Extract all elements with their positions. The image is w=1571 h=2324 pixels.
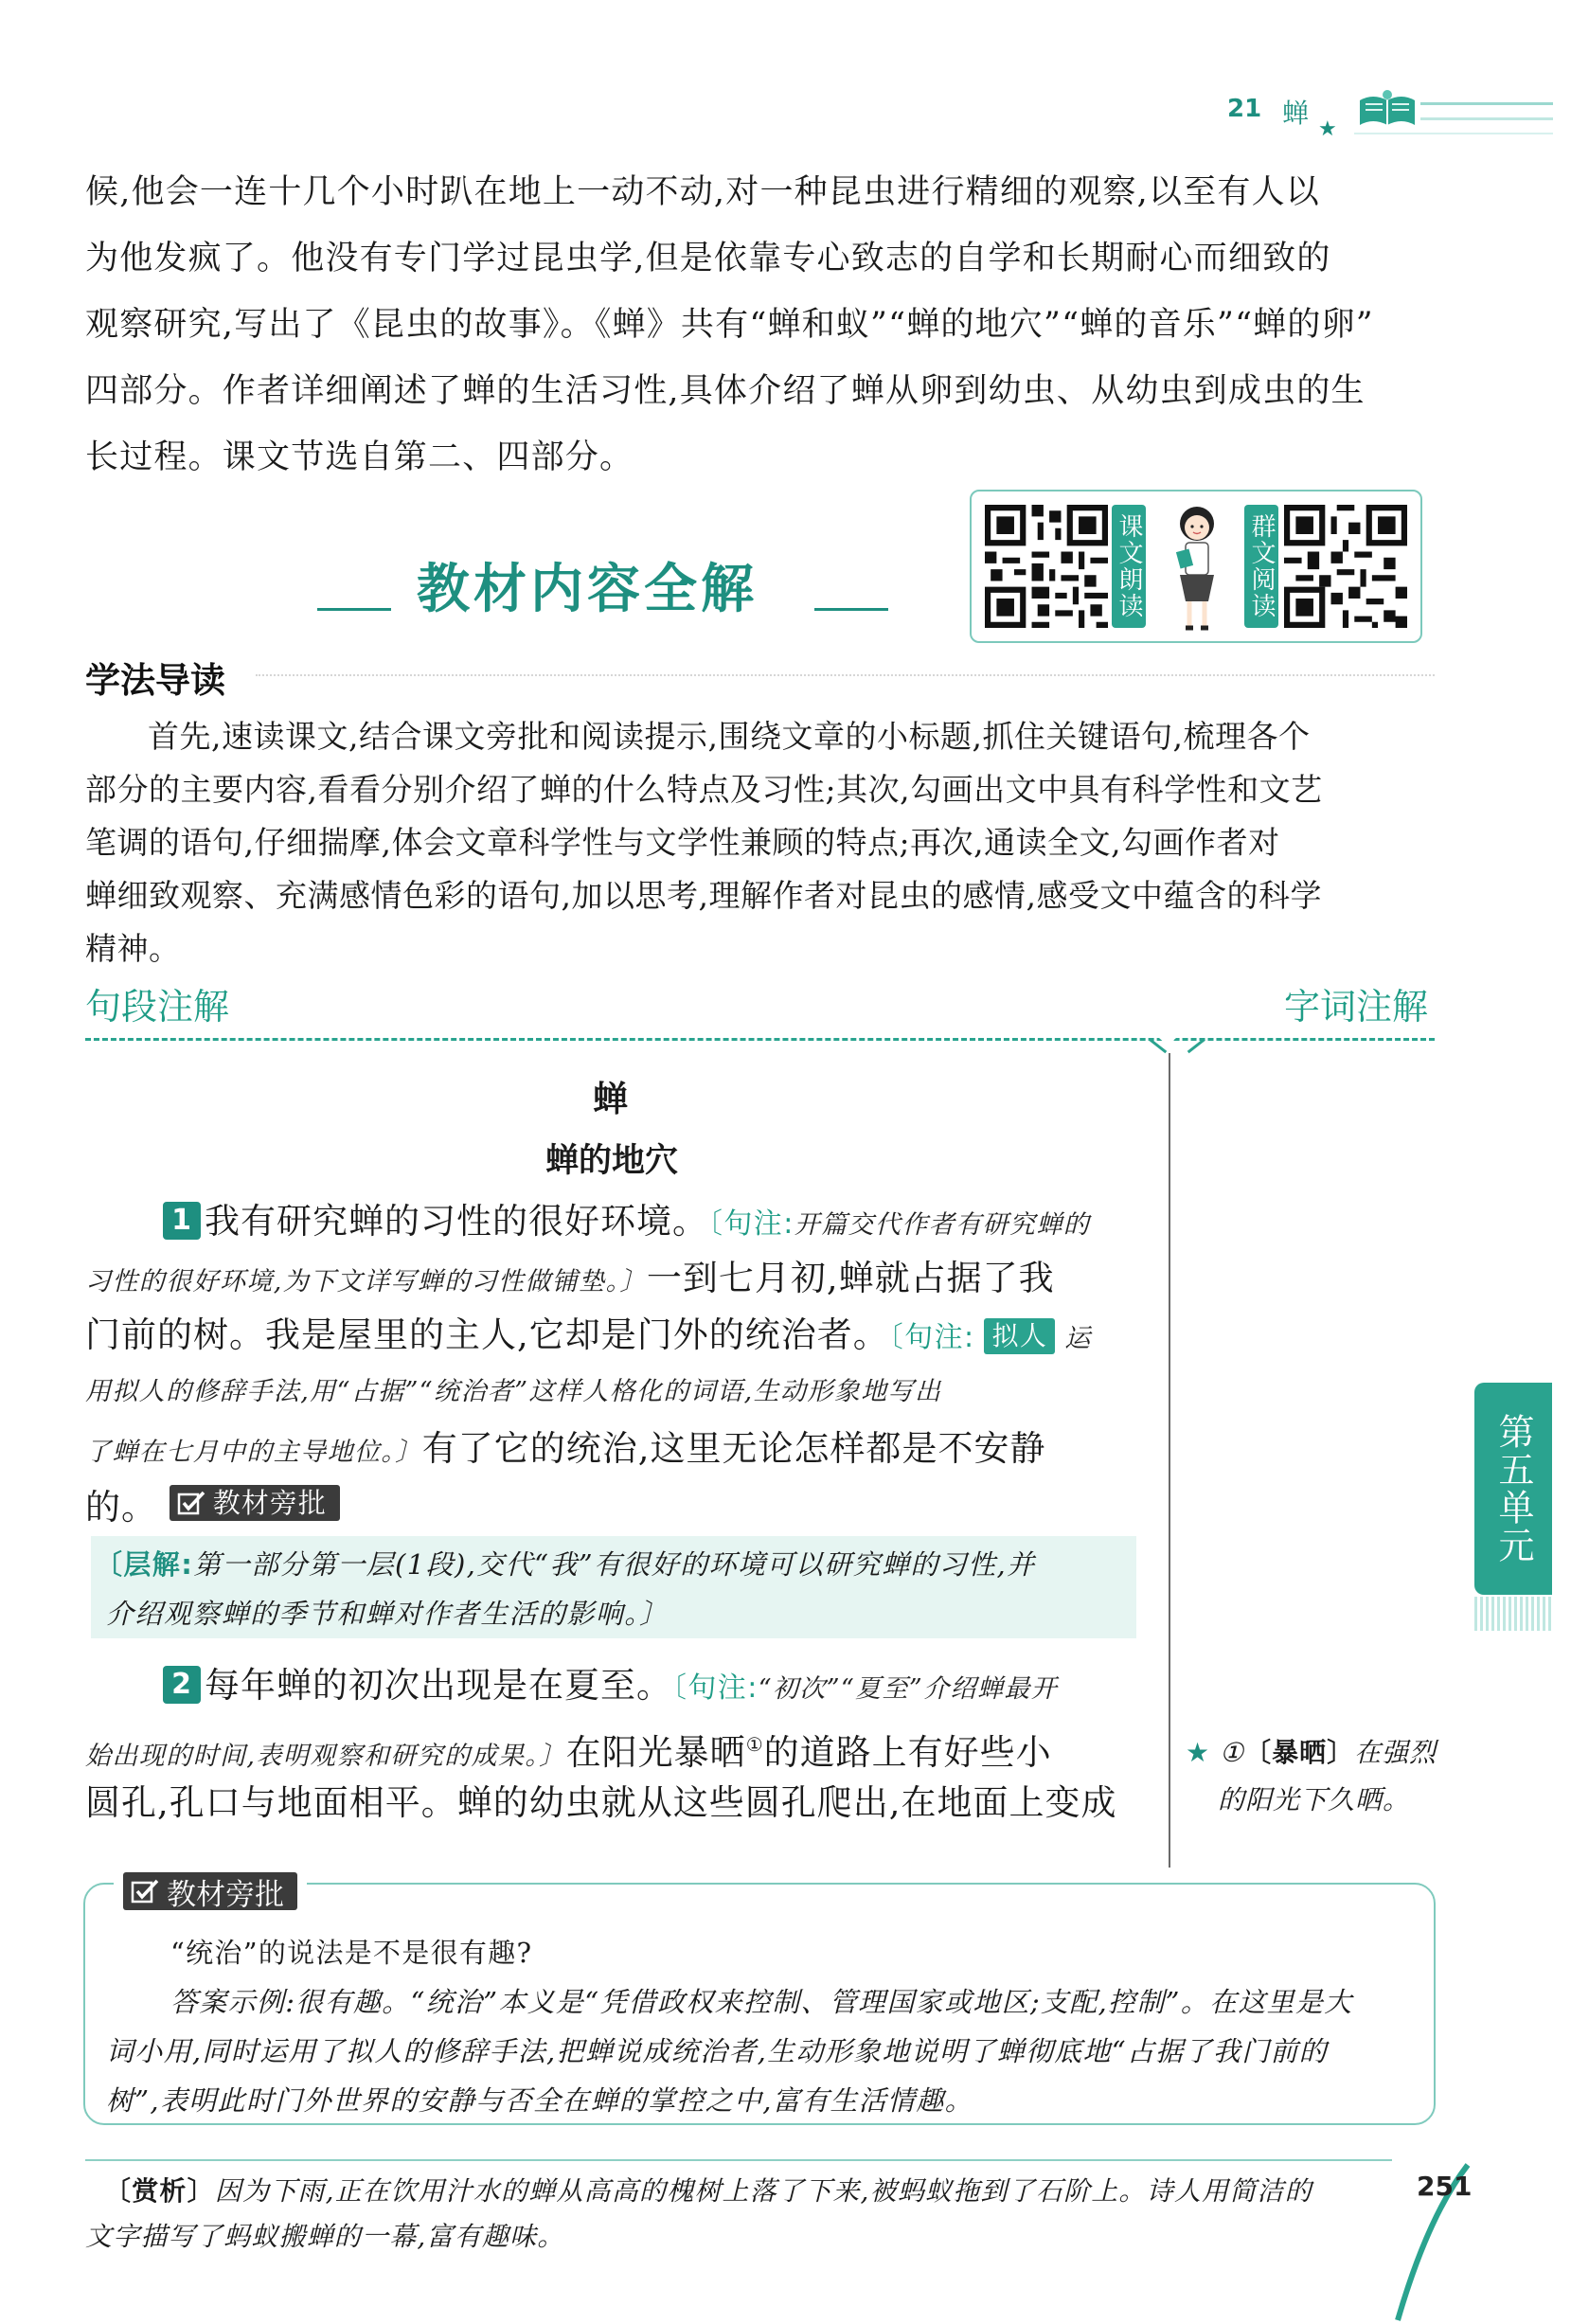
girl-reading-illustration xyxy=(1161,497,1233,635)
qr-code-icon[interactable] xyxy=(1284,505,1407,628)
header-rule xyxy=(1354,133,1553,134)
term: 〔暴晒〕 xyxy=(1244,1737,1355,1768)
guide-line: 笔调的语句,仔细揣摩,体会文章科学性与文学性兼顾的特点;再次,通读全文,勾画作者对 xyxy=(85,824,1280,861)
guide-title: 学法导读 xyxy=(85,660,225,701)
text: 在阳光暴晒 xyxy=(565,1732,746,1773)
unit-tab-hatch xyxy=(1474,1597,1552,1631)
footer-line xyxy=(104,2169,1312,2214)
text: 的。 xyxy=(85,1487,157,1528)
text: 有了它的统治,这里无论怎样都是不安静 xyxy=(421,1428,1046,1469)
chapter-number: 21 xyxy=(1227,95,1262,123)
note-number: ① xyxy=(1220,1737,1245,1768)
header-rule xyxy=(1420,102,1553,105)
article-title: 蝉 xyxy=(593,1079,628,1119)
qr-label-group-reading: 群文阅读 xyxy=(1244,505,1278,628)
footer-line: 文字描写了蚂蚁搬蝉的一幕,富有趣味。 xyxy=(85,2221,565,2252)
note-text: 在强烈 xyxy=(1354,1737,1437,1768)
intro-line: 长过程。课文节选自第二、四部分。 xyxy=(85,438,634,476)
note-text: 运 xyxy=(1064,1324,1092,1353)
badge-label: 教材旁批 xyxy=(212,1487,327,1519)
footer-label: 〔赏析〕 xyxy=(104,2175,215,2207)
section-title: 教材内容全解 xyxy=(417,559,758,620)
footer-rule xyxy=(85,2159,1392,2161)
word-notes-label: 字词注解 xyxy=(1284,986,1429,1028)
badge-label: 教材旁批 xyxy=(167,1877,284,1912)
paragraph-number: 1 xyxy=(163,1202,201,1240)
text: 每年蝉的初次出现是在夏至。 xyxy=(205,1665,672,1706)
margin-note-badge[interactable] xyxy=(123,1872,297,1910)
paragraph-line xyxy=(163,1657,1058,1718)
guide-line: 首先,速读课文,结合课文旁批和阅读提示,围绕文章的小标题,抓住关键语句,梳理各个 xyxy=(148,718,1311,755)
rhetoric-tag: 拟人 xyxy=(984,1318,1055,1354)
open-book-icon xyxy=(1354,87,1420,131)
qr-code-icon[interactable] xyxy=(985,505,1108,628)
star-icon: ★ xyxy=(1186,1737,1211,1768)
note-text: 开篇交代作者有研究蝉的 xyxy=(794,1210,1091,1240)
note-text: 始出现的时间,表明观察和研究的成果。〕 xyxy=(85,1742,566,1771)
text: 门前的树。我是屋里的主人,它却是门外的统治者。 xyxy=(85,1314,889,1355)
note-text: 了蝉在七月中的主导地位。〕 xyxy=(85,1438,422,1467)
comment-line: 词小用,同时运用了拟人的修辞手法,把蝉说成统治者,生动形象地说明了蝉彻底地“占据了我门前的 xyxy=(106,2035,1328,2067)
text: 我有研究蝉的习性的很好环境。 xyxy=(205,1201,708,1242)
text: 一到七月初,蝉就占据了我 xyxy=(646,1258,1055,1298)
paragraph-line xyxy=(85,1421,1045,1481)
intro-line: 观察研究,写出了《昆虫的故事》。《蝉》共有“蝉和蚁”“蝉的地穴”“蝉的音乐”“蝉的卵” xyxy=(85,306,1374,344)
text: 的道路上有好些小 xyxy=(763,1732,1052,1773)
footnote-marker[interactable]: ① xyxy=(745,1733,764,1756)
unit-tab[interactable]: 第五单元 xyxy=(1474,1383,1552,1595)
comment-box-header xyxy=(114,1872,307,1914)
margin-note-badge[interactable] xyxy=(170,1485,340,1521)
layer-line xyxy=(95,1540,1036,1589)
note-label: 〔句注: xyxy=(672,1671,759,1705)
header-rule xyxy=(1420,117,1553,120)
qr-label-reading: 课文朗读 xyxy=(1112,505,1146,628)
checkbox-icon xyxy=(177,1491,205,1515)
comment-line: 答案示例:很有趣。“统治”本义是“凭借政权来控制、管理国家或地区;支配,控制”。在这里是大 xyxy=(170,1986,1353,2018)
word-note xyxy=(1186,1729,1437,1824)
chapter-title: 蝉 xyxy=(1282,98,1310,129)
guide-line: 部分的主要内容,看看分别介绍了蝉的什么特点及习性;其次,勾画出文中具有科学性和文艺 xyxy=(85,771,1323,808)
paragraph-line xyxy=(85,1250,1055,1311)
paragraph-line xyxy=(163,1193,1090,1254)
intro-line: 为他发疯了。他没有专门学过昆虫学,但是依靠专心致志的自学和长期耐心而细致的 xyxy=(85,240,1331,277)
note-text: 习性的很好环境,为下文详写蝉的习性做铺垫。〕 xyxy=(85,1267,647,1296)
page-number: 251 xyxy=(1417,2171,1473,2202)
note-text: “初次”“夏至”介绍蝉最开 xyxy=(758,1674,1059,1704)
note-label: 〔句注: xyxy=(888,1321,975,1354)
banner-rule xyxy=(814,608,888,611)
paragraph-number: 2 xyxy=(163,1666,201,1704)
guide-line: 蝉细致观察、充满感情色彩的语句,加以思考,理解作者对昆虫的感情,感受文中蕴含的科学 xyxy=(85,877,1322,914)
footer-text: 因为下雨,正在饮用汁水的蝉从高高的槐树上落了下来,被蚂蚁拖到了石阶上。诗人用简洁的 xyxy=(214,2175,1312,2207)
paragraph-line xyxy=(85,1307,1092,1368)
dashed-divider xyxy=(85,1038,1435,1041)
paragraph-line: 圆孔,孔口与地面相平。蝉的幼虫就从这些圆孔爬出,在地面上变成 xyxy=(85,1782,1117,1823)
comment-question: “统治”的说法是不是很有趣? xyxy=(170,1937,533,1969)
checkbox-icon xyxy=(131,1879,159,1904)
article-subtitle: 蝉的地穴 xyxy=(545,1142,679,1180)
column-divider xyxy=(1169,1053,1170,1868)
intro-line: 四部分。作者详细阐述了蝉的生活习性,具体介绍了蝉从卵到幼虫、从幼虫到成虫的生 xyxy=(85,372,1366,410)
intro-line: 候,他会一连十几个小时趴在地上一动不动,对一种昆虫进行精细的观察,以至有人以 xyxy=(85,173,1320,211)
sentence-notes-label: 句段注解 xyxy=(85,986,230,1028)
comment-line: 树”,表明此时门外世界的安静与否全在蝉的掌控之中,富有生活情趣。 xyxy=(106,2084,973,2117)
layer-label: 〔层解: xyxy=(95,1548,194,1581)
qr-panel xyxy=(970,490,1422,643)
layer-line: 介绍观察蝉的季节和蝉对作者生活的影响。〕 xyxy=(106,1598,669,1630)
note-line: 用拟人的修辞手法,用“占据”“统治者”这样人格化的词语,生动形象地写出 xyxy=(85,1377,942,1406)
note-text: 的阳光下久晒。 xyxy=(1218,1784,1411,1815)
note-label: 〔句注: xyxy=(708,1207,794,1241)
paragraph-line xyxy=(85,1479,340,1536)
guide-rule xyxy=(256,674,1435,678)
banner-rule xyxy=(317,608,391,611)
star-icon: ★ xyxy=(1318,117,1337,141)
layer-text: 第一部分第一层(1段),交代“我”有很好的环境可以研究蝉的习性,并 xyxy=(193,1548,1036,1581)
guide-line: 精神。 xyxy=(85,930,181,967)
